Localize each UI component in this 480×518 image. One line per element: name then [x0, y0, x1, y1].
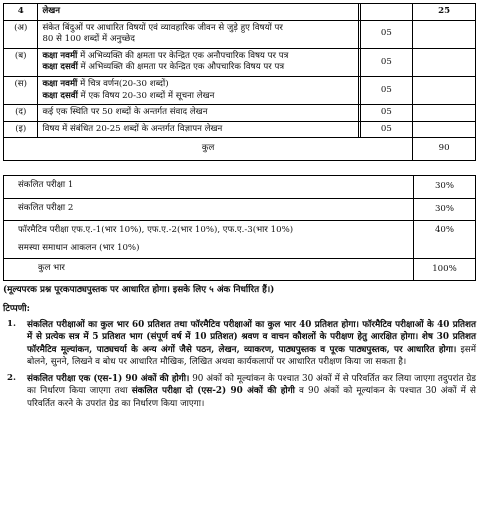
notes-heading: टिप्पणी: [3, 303, 30, 314]
table-row [4, 221, 476, 259]
row-percent: 30% [414, 198, 476, 221]
row-number: (इ) [4, 121, 38, 138]
row-number: (ब) [4, 48, 38, 76]
row-number: (अ) [4, 20, 38, 48]
table-row [4, 76, 476, 104]
table-row [4, 48, 476, 76]
row-percent: 100% [414, 259, 476, 281]
row-label: संकलित परीक्षा 2 [4, 198, 414, 221]
row-label: फॉरमैटिव परीक्षा एफ.ए.-1(भार 10%), एफ.ए.-2(भार 10%), एफ.ए.-3(भार 10%) समस्या समाधान आकलन (भार 10%) [4, 221, 414, 259]
section-total: 25 [413, 4, 476, 21]
row-marks: 05 [360, 20, 413, 48]
total-value: 90 [413, 138, 476, 161]
row-marks: 05 [360, 48, 413, 76]
row-description: कई एक स्थिति पर 50 शब्दों के अन्तर्गत संवाद लेखन [38, 105, 358, 122]
row-description: कक्षा नवमीं में अभिव्यक्ति की क्षमता पर केन्द्रित एक अनौपचारिक विषय पर पत्र कक्षा दसवीं में अभिव्यक्ति की क्षमता पर केन्द्रित एक औपचारिक विषय पर पत्र [38, 48, 358, 76]
table-row [4, 198, 476, 221]
table-header-row [4, 4, 476, 21]
row-percent: 30% [414, 175, 476, 198]
row-marks: 05 [360, 105, 413, 122]
note-number: 2. [7, 372, 16, 383]
row-number: (द) [4, 105, 38, 122]
note-number: 1. [7, 318, 16, 329]
row-label: कुल भार [4, 259, 414, 281]
total-row [4, 138, 476, 161]
table-row [4, 259, 476, 281]
note-item [3, 373, 476, 410]
row-marks: 05 [360, 121, 413, 138]
table-row [4, 121, 476, 138]
note-text: संकलित परीक्षा एक (एस-1) 90 अंकों की होगी। 90 अंकों को मूल्यांकन के पश्चात 30 अंकों में से परिवर्तित कर लिया जाएगा तदुपरांत ग्रेड का निर्धारण किया जाएगा तथा संकलित परीक्षा दो (एस-2) 90 अंकों की होगी व 90 अंकों को मूल्यांकन के पश्चात 30 अंकों में से परिवर्तित करने के उपरांत ग्रेड का निर्धारण किया जाएगा। [27, 373, 476, 409]
writing-marks-table [3, 3, 476, 161]
table-row [4, 175, 476, 198]
row-marks: 05 [360, 76, 413, 104]
row-percent: 40% [414, 221, 476, 259]
row-description: विषय में संबंधित 20-25 शब्दों के अन्तर्गत विज्ञापन लेखन [38, 121, 358, 138]
table-row [4, 105, 476, 122]
value-based-note: (मूल्यपरक प्रश्न पूरकपाठ्यपुस्तक पर आधारित होगा। इसके लिए ५ अंक निर्धारित हैं।) [3, 284, 275, 295]
row-description: कक्षा नवमीं में चित्र वर्णन(20-30 शब्दों) कक्षा दसवीं में एक विषय 20-30 शब्दों में सूचना लेखन [38, 76, 358, 104]
table-row [4, 20, 476, 48]
section-number: 4 [4, 4, 38, 21]
weightage-table [3, 175, 476, 281]
note-item [3, 319, 476, 369]
row-number: (स) [4, 76, 38, 104]
row-description: संकेत बिंदुओं पर आधारित विषयों एवं व्यावहारिक जीवन से जुड़े हुए विषयों पर 80 से 100 शब्दों में अनुच्छेद [38, 20, 358, 48]
total-label: कुल [4, 138, 413, 161]
row-label: संकलित परीक्षा 1 [4, 175, 414, 198]
note-text: संकलित परीक्षाओं का कुल भार 60 प्रतिशत तथा फॉरमैटिव परीक्षाओं का कुल भार 40 प्रतिशत होगा। फॉरमैटिव परीक्षाओं के 40 प्रतिशत में से प्रत्येक सत्र में 5 प्रतिशत भाग (संपूर्ण वर्ष में 10 प्रतिशत) श्रवण व वाचन कौशलों के परीक्षण हेतु आरक्षित होगा। शेष 30 प्रतिशत फॉरमैटिव मूल्यांकन, पाठ्यचर्या के अन्य अंगों जैसे पठन, लेखन, व्याकरण, पाठ्यपुस्तक व पूरक पाठ्यपुस्तक, पर आधारित होगा। इसमें बोलने, सुनने, लिखने व बोध पर आधारित मौखिक, लिखित अथवा कार्यकलापों पर आधारित परीक्षण किया जा सकता है। [27, 319, 477, 368]
section-title: लेखन [38, 4, 358, 21]
